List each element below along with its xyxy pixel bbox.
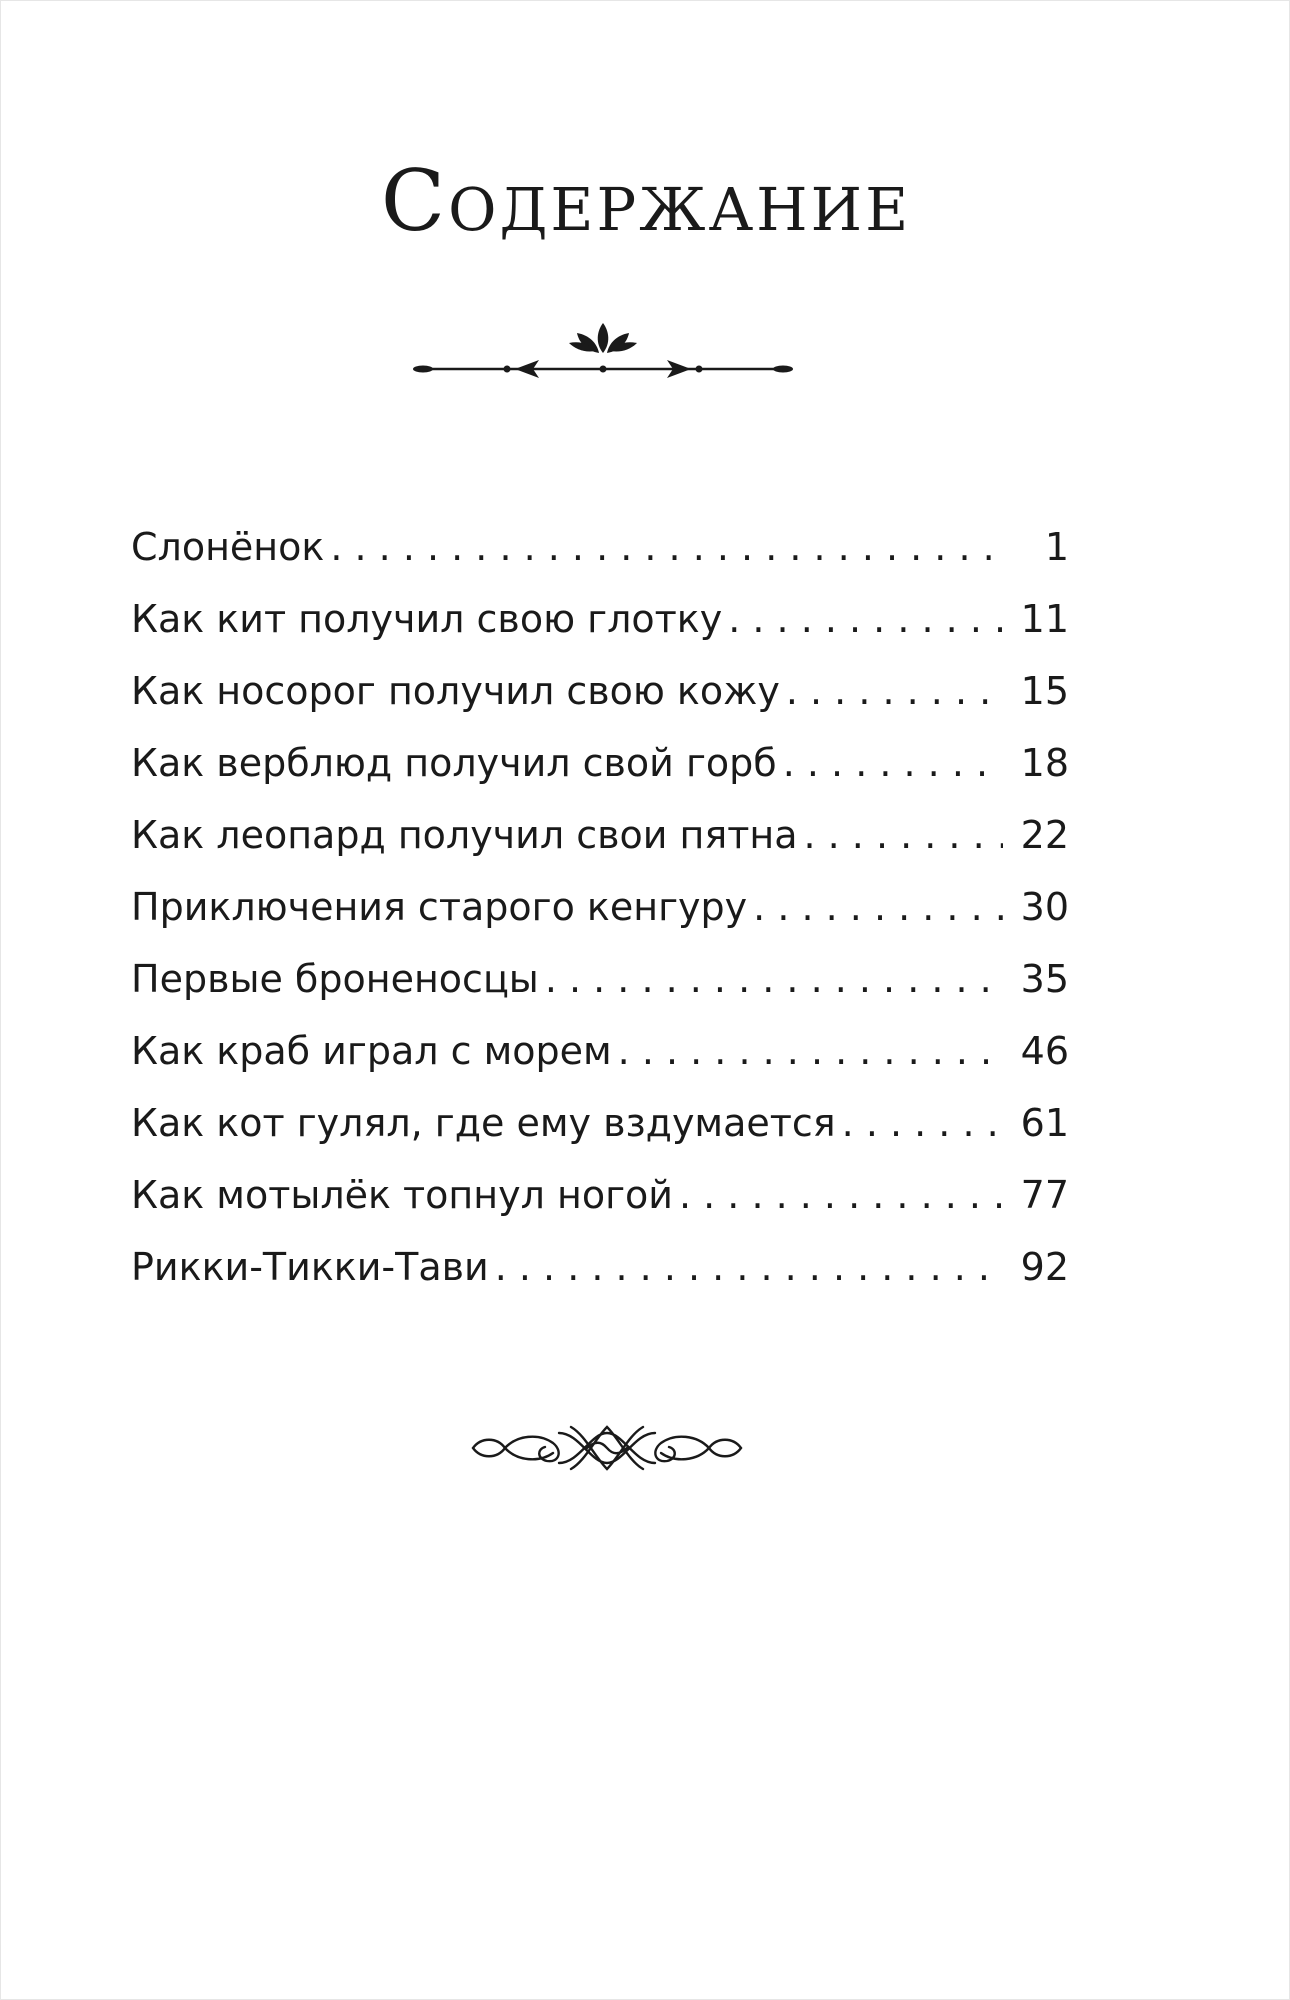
toc-entry[interactable] [131, 1245, 1069, 1317]
toc-entry-title: Приключения старого кенгуру [131, 885, 748, 929]
scroll-flourish-ornament [467, 1413, 747, 1483]
toc-entry-title: Как носорог получил свою кожу [131, 669, 780, 713]
toc-leader-dots [786, 669, 1003, 713]
toc-entry-page: 30 [1020, 885, 1069, 929]
toc-entry[interactable] [131, 813, 1069, 885]
toc-entry-title: Как мотылёк топнул ногой [131, 1173, 673, 1217]
toc-entry-page: 92 [1020, 1245, 1069, 1289]
toc-leader-dots [679, 1173, 1003, 1217]
toc-leader-dots [545, 957, 1003, 1001]
toc-entry-page: 11 [1020, 597, 1069, 641]
toc-entry-title: Слонёнок [131, 525, 325, 569]
toc-entry[interactable] [131, 741, 1069, 813]
toc-entry-title: Как краб играл с морем [131, 1029, 612, 1073]
toc-entry[interactable] [131, 1101, 1069, 1173]
toc-entry-page: 15 [1020, 669, 1069, 713]
page-title: Содержание [380, 152, 912, 250]
toc-leader-dots [618, 1029, 1003, 1073]
toc-entry-page: 18 [1020, 741, 1069, 785]
toc-entry-page: 61 [1020, 1101, 1069, 1145]
toc-leader-dots [330, 525, 1003, 569]
toc-leader-dots [753, 885, 1003, 929]
toc-entry-page: 77 [1020, 1173, 1069, 1217]
toc-entry-title: Как леопард получил свои пятна [131, 813, 798, 857]
arrow-leaf-divider-ornament [411, 319, 795, 379]
toc-entry-page: 35 [1020, 957, 1069, 1001]
toc-leader-dots [783, 741, 1003, 785]
toc-entry[interactable] [131, 1029, 1069, 1101]
toc-entry[interactable] [131, 957, 1069, 1029]
toc-entry-title: Как кит получил свою глотку [131, 597, 723, 641]
toc-leader-dots [842, 1101, 1003, 1145]
toc-entry[interactable] [131, 525, 1069, 597]
toc-entry[interactable] [131, 885, 1069, 957]
toc-leader-dots [495, 1245, 1003, 1289]
toc-entry-page: 22 [1020, 813, 1069, 857]
toc-leader-dots [803, 813, 1003, 857]
toc-entry-title: Рикки-Тикки-Тави [131, 1245, 489, 1289]
toc-entry-page: 1 [1044, 525, 1069, 569]
toc-entry[interactable] [131, 669, 1069, 741]
toc-entry-title: Как верблюд получил свой горб [131, 741, 777, 785]
toc-entry-page: 46 [1020, 1029, 1069, 1073]
toc-entry[interactable] [131, 597, 1069, 669]
toc-entry[interactable] [131, 1173, 1069, 1245]
toc-entry-title: Первые броненосцы [131, 957, 539, 1001]
table-of-contents [131, 525, 1069, 1317]
toc-entry-title: Как кот гулял, где ему вздумается [131, 1101, 836, 1145]
toc-leader-dots [728, 597, 1003, 641]
